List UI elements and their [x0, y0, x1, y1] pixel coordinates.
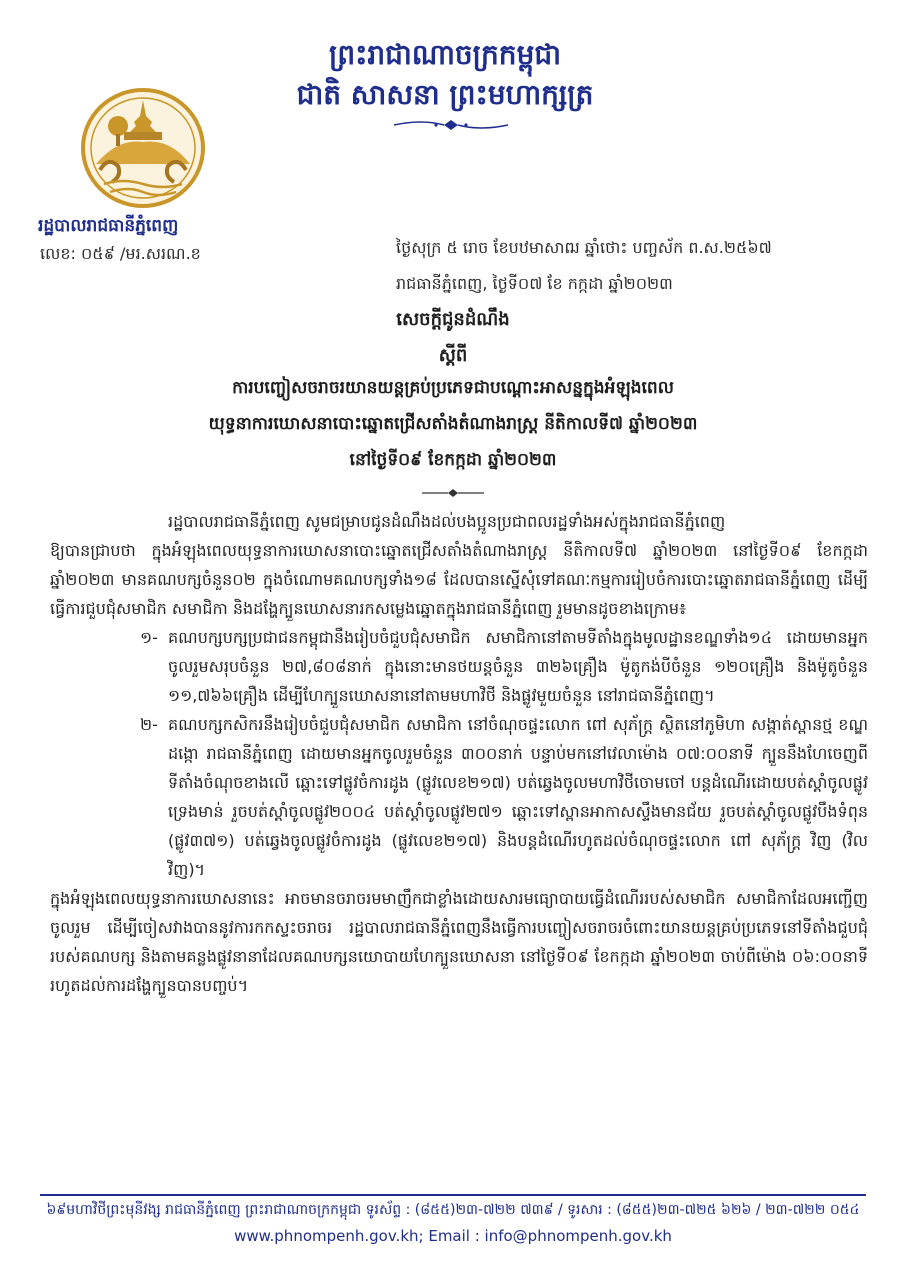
intro-first-line: រដ្ឋបាលរាជធានីភ្នំពេញ សូមជម្រាបជូនដំណឹងដល់បងប្អូនប្រជាពលរដ្ឋទាំងអស់ក្នុងរាជធានីភ្នំពេញ	[168, 512, 726, 531]
list-item	[140, 623, 868, 710]
phnom-penh-seal-icon	[78, 86, 208, 210]
divider-ornament-icon	[420, 488, 486, 498]
subject-label: ស្តីពី	[438, 345, 468, 366]
list-item-number: ១-	[140, 628, 158, 647]
subject-line: នៅថ្ងៃទី០៩ ខែកក្កដា ឆ្នាំ២០២៣	[349, 450, 557, 470]
national-motto: ជាតិ សាសនា ព្រះមហាក្សត្រ	[296, 78, 594, 111]
list-item-text: គណបក្សកសិករនឹងរៀបចំជួបជុំសមាជិក សមាជិកា នៅចំណុចផ្ទះលោក ពៅ សុភ័ក្រ្ត ស្ថិតនៅភូមិហា សង្កាត់ស្ពានថ្ម ខណ្ឌដង្កោ រាជធានីភ្នំពេញ ដោយមានអ្នកចូលរួមចំនួន ៣០០នាក់ បន្ទាប់មកនៅវេលាម៉ោង ០៧:០០នាទី ក្បួននឹងហែចេញពីទីតាំងចំណុចខាងលើ ឆ្ពោះទៅផ្លូវចំការដូង (ផ្លូវលេខ២១៧) បត់ឆ្វេងចូលមហាវិថីចោមចៅ បន្តដំណើរដោយបត់ស្តាំចូលផ្លូវទ្រេងមាន់ រួចបត់ស្តាំចូលផ្លូវ២០០៤ បត់ស្តាំចូលផ្លូវ២៧១ ឆ្ពោះទៅស្ពានអាកាសស្ទឹងមានជ័យ រួចបត់ស្តាំចូលផ្លូវបឹងទំពុន (ផ្លូវ៣៧១) បត់ឆ្វេងចូលផ្លូវចំការដូង (ផ្លូវលេខ២១៧) និងបន្តដំណើរហូតដល់ចំណុចផ្ទះលោក ពៅ សុភ័ក្រ្ត វិញ (វិលវិញ)។	[168, 715, 868, 879]
document-type: សេចក្តីជូនដំណឹង	[396, 309, 510, 330]
list-item	[140, 710, 868, 884]
header-ornament-icon	[392, 117, 510, 133]
lunar-date: ថ្ងៃសុក្រ ៥ រោច ខែបឋមាសាឍ ឆ្នាំថោះ បញ្ចស័ក ព.ស.២៥៦៧	[396, 238, 772, 257]
list-item-number: ២-	[140, 715, 158, 734]
issuing-authority: រដ្ឋបាលរាជធានីភ្នំពេញ	[38, 216, 179, 236]
solar-date: រាជធានីភ្នំពេញ, ថ្ងៃទី០៧ ខែ កក្កដា ឆ្នាំ២០២៣	[396, 274, 673, 293]
subject-line: យុទ្ធនាការឃោសនាបោះឆ្នោតជ្រើសតាំងតំណាងរាស្ត្រ នីតិកាលទី៧ ឆ្នាំ២០២៣	[208, 414, 698, 434]
notice-body	[50, 507, 868, 1000]
intro-paragraph: ឱ្យបានជ្រាបថា ក្នុងអំឡុងពេលយុទ្ធនាការឃោសនាបោះឆ្នោតជ្រើសតាំងតំណាងរាស្ត្រ នីតិកាលទី៧ ឆ្នាំ២០២៣ នៅថ្ងៃទី០៩ ខែកក្កដា ឆ្នាំ២០២៣ មានគណបក្សចំនួន០២ ក្នុងចំណោមគណបក្សទាំង១៨ ដែលបានស្នើសុំទៅគណៈកម្មការរៀបចំការបោះឆ្នោតរាជធានីភ្នំពេញ ដើម្បីធ្វើការជួបជុំសមាជិក សមាជិកា និងដង្ហែក្បួនឃោសនារកសម្លេងឆ្នោតក្នុងរាជធានីភ្នំពេញ រួមមានដូចខាងក្រោម៖	[50, 541, 868, 618]
closing-paragraph: ក្នុងអំឡុងពេលយុទ្ធនាការឃោសនានេះ អាចមានចរាចរមមាញឹកជាខ្លាំងដោយសារមធ្យោបាយធ្វើដំណើររបស់សមាជិក សមាជិកាដែលអញ្ជើញចូលរួម ដើម្បីចៀសវាងបាននូវការកកស្ទះចរាចរ រដ្ឋបាលរាជធានីភ្នំពេញនឹងធ្វើការបញ្ចៀសចរាចរចំពោះយានយន្តគ្រប់ប្រភេទនៅទីតាំងជួបជុំរបស់គណបក្ស និងតាមគន្លងផ្លូវនានាដែលគណបក្សនយោបាយហែក្បួនឃោសនា នៅថ្ងៃទី០៩ ខែកក្កដា ឆ្នាំ២០២៣ ចាប់ពីម៉ោង ០៦:០០នាទី រហូតដល់ការដង្ហែក្បួនបានបញ្ចប់។	[50, 889, 868, 995]
list-item-text: គណបក្សបក្សប្រជាជនកម្ពុជានឹងរៀបចំជួបជុំសមាជិក សមាជិកានៅតាមទីតាំងក្នុងមូលដ្ឋានខណ្ឌទាំង១៤ ដោយមានអ្នកចូលរួមសរុបចំនួន ២៧,៨០៨នាក់ ក្នុងនោះមានថយន្តចំនួន ៣២៦គ្រឿង ម៉ូតូកង់បីចំនួន ១២០គ្រឿង និងម៉ូតូចំនួន ១១,៧៦៦គ្រឿង ដើម្បីហែក្បួនឃោសនានៅតាមមហាវិថី និងផ្លូវមួយចំនួន នៅរាជធានីភ្នំពេញ។	[168, 628, 868, 705]
reference-number: លេខ: ០៥៩ /មរ.សរណ.ខ	[40, 244, 201, 263]
subject-line: ការបញ្ចៀសចរាចរយានយន្តគ្រប់ប្រភេទជាបណ្តោះអាសន្នក្នុងអំឡុងពេល	[232, 378, 674, 398]
footer-contact: www.phnompenh.gov.kh; Email : info@phnompenh.gov.kh	[234, 1227, 672, 1245]
footer-rule	[40, 1194, 866, 1196]
footer-address: ៦៩មហាវិថីព្រះមុនីវង្ស រាជធានីភ្នំពេញ ព្រះរាជាណាចក្រកម្ពុជា ទូរស័ព្ទ : (៨៥៥)២៣-៧២២ ៧៣៩ / ទូរសារ : (៨៥៥)២៣-៧២៥ ៦២៦ / ២៣-៧២២ ០៥៤	[46, 1202, 860, 1218]
kingdom-heading: ព្រះរាជាណាចក្រកម្ពុជា	[328, 38, 561, 71]
